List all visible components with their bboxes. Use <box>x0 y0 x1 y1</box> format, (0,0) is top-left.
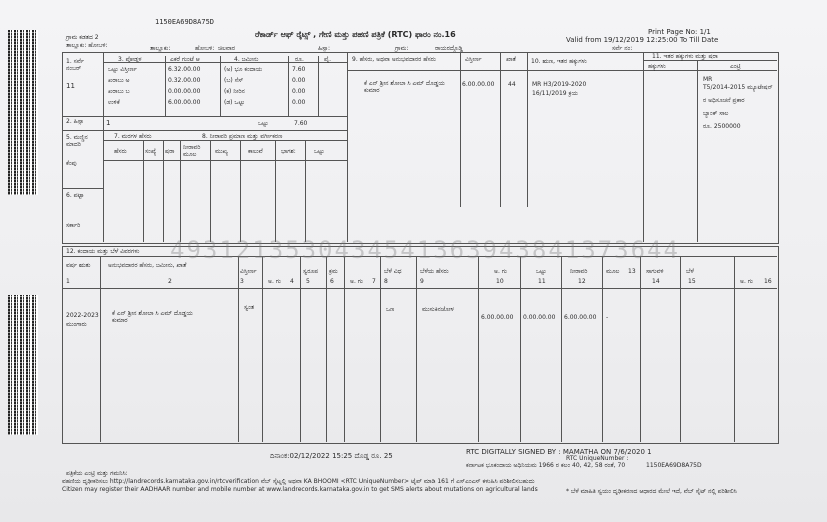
subhead: ಒಟ್ಟು <box>314 148 325 155</box>
crop-col3: ಸ್ವಂತ <box>244 304 255 311</box>
col-num: 3 <box>240 278 244 285</box>
item-tag: (ಡ) ಒಟ್ಟು <box>224 99 245 106</box>
hobli-label: ಹೋಬಳಿ: <box>195 45 215 52</box>
item-area: 0.32.00.00 <box>168 77 201 84</box>
divider <box>103 140 347 141</box>
divider <box>62 188 103 189</box>
divider <box>602 256 603 442</box>
header-top-left: ಗ್ರಾಮ ಕಡತದ 2 <box>66 34 99 41</box>
divider <box>143 140 144 242</box>
col-head: ಅ. ಗು <box>740 278 753 285</box>
item-area: 6.00.00.00 <box>168 99 201 106</box>
footer-line2: ವಹಣಿಯ ದೃಢೀಕರಿಸಲು http://landrecords.karnataka.gov.in/rtcverification ವೆಬ್ ಸೈಟ್ನಲ್ಲಿ ಅಥವಾ KA BHOOMI <RTC UniqueNumber> ಟೈಪ್ ಮಾಡಿ 161 ಗೆ ಎಸ್ಎಂಎಸ್ ಕಳುಹಿಸಿ ಪರಿಶೀಲಿಸಬಹುದು <box>62 478 535 485</box>
serial-number: 1150EA69D8A75D <box>155 18 215 26</box>
crop-col9: ಮುಸುಕಿನಜೋಳ <box>422 306 454 313</box>
survey-number-value: 11 <box>66 82 75 90</box>
divider <box>561 256 562 442</box>
col-head: ಅ. ಗು <box>268 278 281 285</box>
subhead: ಮುಖ್ಯ <box>215 148 228 155</box>
total-value: 7.60 <box>294 120 308 127</box>
divider <box>103 52 104 242</box>
taluk-label: ತಾಲ್ಲೂಕು: <box>150 45 171 52</box>
divider <box>62 116 347 117</box>
col4-label: ಎಕರೆ ಗುಂಟೆ ಆ <box>170 56 200 63</box>
divider <box>163 140 164 242</box>
col-num: 14 <box>652 278 660 285</box>
crop-owner-name: ಕೆ ಎನ್ ಶ್ರೀನ ಶೋಲಾ ಸಿ ಎಮ್ ದೊಡ್ಡಯ ಕುಮಾರ <box>112 310 193 324</box>
hissa-label: ಹಿಸ್ಸಾ: <box>318 45 331 52</box>
village-label: ಗ್ರಾಮ: <box>395 45 409 52</box>
crop-season: ಮುಂಗಾರು <box>66 321 87 328</box>
rights-line2: ರ ಅಧಿಸೂಚನೆ ಪ್ರಕಾರ <box>703 97 745 104</box>
col5-label: 4. ಜಮೀನು <box>234 56 259 63</box>
divider <box>520 256 521 442</box>
col-num: 5 <box>306 278 310 285</box>
subhead: ನೀರಾವರಿ ಮೂಲ <box>183 144 201 158</box>
col-num: 10 <box>496 278 504 285</box>
item-area: 6.32.00.00 <box>168 66 201 73</box>
divider <box>165 56 166 116</box>
print-page: Print Page No: 1/1 <box>648 28 711 36</box>
divider <box>527 52 528 207</box>
rights-line4: ರೂ. 2500000 <box>703 123 741 130</box>
soil-value: ಕೆಂಪು <box>66 160 77 167</box>
item-amount: 7.60 <box>292 66 306 73</box>
divider <box>220 56 221 116</box>
hissa-row-label: 2. ಹಿಸ್ಸಾ <box>66 118 84 125</box>
owner-name: ಕೆ ಎನ್ ಶ್ರೀನ ಶೋಲಾ ಸಿ ಎಮ್ ದೊಡ್ಡಯ ಕುಮಾರ <box>364 80 445 94</box>
item-area: 0.00.00.00 <box>168 88 201 95</box>
footer-line3: Citizen may register their AADHAAR number and mobile number at www.landrecords.karnataka.gov.in to get SMS alerts about mutations on agricultural lands <box>62 486 538 493</box>
divider <box>318 56 319 116</box>
divider <box>62 288 777 289</box>
col7-label: ಪೈ. <box>324 56 332 63</box>
item-amount: 0.00 <box>292 88 306 95</box>
item-label: ಖರಾಬು ಅ <box>108 77 130 84</box>
unique-label: RTC UniqueNumber : <box>566 455 629 462</box>
watermark-number: 4931213530434541363943841373644 <box>170 236 680 264</box>
col-head: ಒಟ್ಟು <box>536 268 547 275</box>
total-label: ಒಟ್ಟು <box>258 120 269 127</box>
owner-area-head: ವಿಸ್ತೀರ್ಣ <box>465 56 482 63</box>
divider <box>344 256 345 442</box>
col-num: 13 <box>628 268 636 275</box>
col-head: ಬೆಳೆಯ ಹೆಸರು <box>420 268 449 275</box>
crop-col11: 0.00.00.00 <box>523 314 556 321</box>
divider <box>640 256 641 442</box>
divider <box>380 256 381 442</box>
subhead: ಹೆಸರು <box>114 148 127 155</box>
crop-table-head: 12. ಕಂದಾಯ ಮತ್ತು ಬೆಳೆ ವಿವರಗಳು <box>66 248 140 255</box>
divider <box>643 60 777 61</box>
col-num: 8 <box>384 278 388 285</box>
survey-label: ಸರ್ವೆ ನಂ: <box>612 45 633 52</box>
item-label: ಖರಾಬು ಬ <box>108 88 130 95</box>
divider <box>460 52 461 207</box>
col-head: ವಿಸ್ತೀರ್ಣ <box>240 268 257 275</box>
crop-col12: 6.00.00.00 <box>564 314 597 321</box>
subhead: ಕಾಲುವೆ <box>248 148 263 155</box>
col-num: 7 <box>372 278 376 285</box>
item-tag: (ಬ) ಸೆಸ್ <box>224 77 244 84</box>
header-top-left-2: ತಾಲ್ಲೂಕು: ಹೋಬಳಿ: <box>66 42 108 49</box>
col-head: ಬೆಳೆ <box>686 268 694 275</box>
divider <box>326 256 327 442</box>
survey-number-label: 1. ಸರ್ವೆ ನಂಬರ್ <box>66 58 85 72</box>
barcode-top <box>8 30 38 195</box>
footer-date: ದಿನಾಂಕ:02/12/2022 15:25 ದೊಡ್ಡ ರೂ. 25 <box>270 452 393 460</box>
divider <box>210 140 211 242</box>
divider <box>103 160 347 161</box>
irrigation-head: 8. ನೀರಾವರಿ ಪ್ರಮಾಣ ಮತ್ತು ವರ್ಗೀಕರಣ <box>202 133 283 140</box>
col-head: ಕ್ರಮ <box>329 268 338 275</box>
rights-line3: ಬ್ಯಾಂಕ್ ಸಾಲ <box>703 110 729 117</box>
divider <box>347 52 348 242</box>
hobli-value: ಚಿಲವಾರ <box>218 45 236 52</box>
col-head: ಅನುಭವದಾರರ ಹೆಸರು, ಜಮೀನು, ಖಾತೆ <box>108 262 187 269</box>
divider <box>262 256 263 442</box>
col-head: ಅ. ಗು <box>350 278 363 285</box>
col-num: 12 <box>578 278 586 285</box>
col-num: 6 <box>330 278 334 285</box>
col-head: ಅ. ಗು <box>494 268 507 275</box>
item-label: ಒಟ್ಟು ವಿಸ್ತೀರ್ಣ <box>108 66 137 73</box>
divider <box>240 140 241 242</box>
divider <box>734 256 735 442</box>
divider <box>180 140 181 242</box>
footer-line1: ಪತ್ರಿಕೆಯ ಎಂಟ್ರಿ ಮತ್ತು ಗಮನಿಸಿ: <box>66 470 128 477</box>
item-label: ಉಳಿಕೆ <box>108 99 120 106</box>
col-num: 15 <box>688 278 696 285</box>
crop-col8: ಒಣ <box>386 306 395 313</box>
item-tag: (ಕ) ನೀರಿನ <box>224 88 245 95</box>
village-value: ರಾಯರದ್ದೊಡ್ಡಿ <box>435 45 463 52</box>
rights-col2: ಎಂಟ್ರಿ <box>730 63 741 70</box>
crop-year: 2022-2023 <box>66 312 99 319</box>
item-amount: 0.00 <box>292 99 306 106</box>
valid-from: Valid from 19/12/2019 12:25:00 To Till Date <box>566 36 719 44</box>
patta-label: 6. ಪಟ್ಟಾ <box>66 192 84 199</box>
col-head: ಸ್ವರೂಪ <box>303 268 319 275</box>
divider <box>478 256 479 442</box>
divider <box>305 140 306 242</box>
owner-area: 6.00.00.00 <box>462 81 495 88</box>
divider <box>300 256 301 442</box>
other-rights-head: 11. ಇತರ ಹಕ್ಕುಗಳು ಮತ್ತು ಷರಾ <box>652 53 718 60</box>
divider <box>347 70 777 71</box>
rights-col1: ಹಕ್ಕುಗಳು <box>648 63 666 70</box>
divider <box>238 256 239 442</box>
item-amount: 0.00 <box>292 77 306 84</box>
divider <box>288 56 289 116</box>
item-tag: (ಅ) ಭೂ ಕಂದಾಯ <box>224 66 263 73</box>
crop-col10: 6.00.00.00 <box>481 314 514 321</box>
crop-col13: - <box>606 314 609 321</box>
col-head: ನೀರಾವರಿ <box>570 268 588 275</box>
col-head: ಸಾಗುವಳಿ <box>646 268 664 275</box>
liabilities-head: 10. ಋಣ, ಇತರ ಹಕ್ಕುಗಳು <box>531 58 587 65</box>
rights-mr: MR <box>703 76 713 83</box>
divider <box>680 256 681 442</box>
col-num: 2 <box>168 278 172 285</box>
patta-value: ಸರ್ಕಾರಿ <box>66 222 81 229</box>
rights-line1: T5/2014-2015 ಮ್ಯೂಟೇಷನ್ <box>703 84 773 91</box>
subhead: ಸಂಖ್ಯೆ <box>145 148 157 155</box>
col6-label: ರೂ. <box>295 56 304 63</box>
unique-value: 1150EA69D8A75D <box>646 462 702 469</box>
divider <box>275 140 276 242</box>
footer-line4: * ಬೆಳೆ ಮಾಹಿತಿ ಸ್ವಯಂ ದೃಢೀಕರಣದ ಆಧಾರದ ಮೇಲೆ ಇದೆ, ವೆಬ್ ಸೈಟ್ ನಲ್ಲಿ ಪರಿಶೀಲಿಸಿ <box>566 488 737 495</box>
col-num: 1 <box>66 278 70 285</box>
lower-table <box>62 246 779 444</box>
subhead: ಷರಾ <box>165 148 175 155</box>
hissa-row-value: 1 <box>106 119 111 127</box>
digital-sign: RTC DIGITALLY SIGNED BY : MAMATHA ON 7/6/2020 1 <box>466 448 652 456</box>
col-head: ಮೂಲ <box>606 268 620 275</box>
khata-number: 44 <box>508 81 516 88</box>
divider <box>100 256 101 442</box>
barcode-bottom <box>8 295 38 435</box>
divider <box>62 130 347 131</box>
col-num: 4 <box>290 278 294 285</box>
col-head: ವರ್ಷ ಋತು <box>66 262 91 269</box>
col-head: ಬೆಳೆ ವಿಧ <box>384 268 402 275</box>
mr-number: MR H3/2019-2020 <box>532 81 587 88</box>
mr-date: 16/11/2019 ಕ್ರಯ <box>532 90 578 97</box>
khata-head: ಖಾತೆ <box>506 56 516 63</box>
col-num: 11 <box>538 278 546 285</box>
owner-head: 9. ಹೆಸರು, ಅಥವಾ ಅನುಭವದಾರರ ಹೆಸರು <box>352 56 436 63</box>
divider <box>500 52 501 207</box>
subhead: ಭಾಗಶ: <box>281 148 296 155</box>
col-num: 9 <box>420 278 424 285</box>
divider <box>643 52 644 242</box>
act-reference: ಕರ್ನಾಟಕ ಭೂಕಂದಾಯ ಅಧಿನಿಯಮ 1966 ರ ಕಲಂ 40, 42, 58 ರಂತೆ, 70 <box>466 462 626 469</box>
col-num: 16 <box>764 278 772 285</box>
divider <box>697 60 698 242</box>
document-title: ರೆಕಾರ್ಡ್ ಆಫ್ ರೈಟ್ಸ್ , ಗೇಣಿ ಮತ್ತು ಪಹಣಿ ಪತ್ರಿಕೆ (RTC) ಫಾರಂ ನಂ.16 <box>255 30 456 39</box>
soil-label: 5. ಮಣ್ಣಿನ ಮಾದರಿ <box>66 134 88 148</box>
trees-head: 7. ಮರಗಳ ಹೆಸರು <box>114 133 152 140</box>
divider <box>416 256 417 442</box>
col3-label: 3. ಪೋಡ್ಗಳ <box>118 56 142 63</box>
